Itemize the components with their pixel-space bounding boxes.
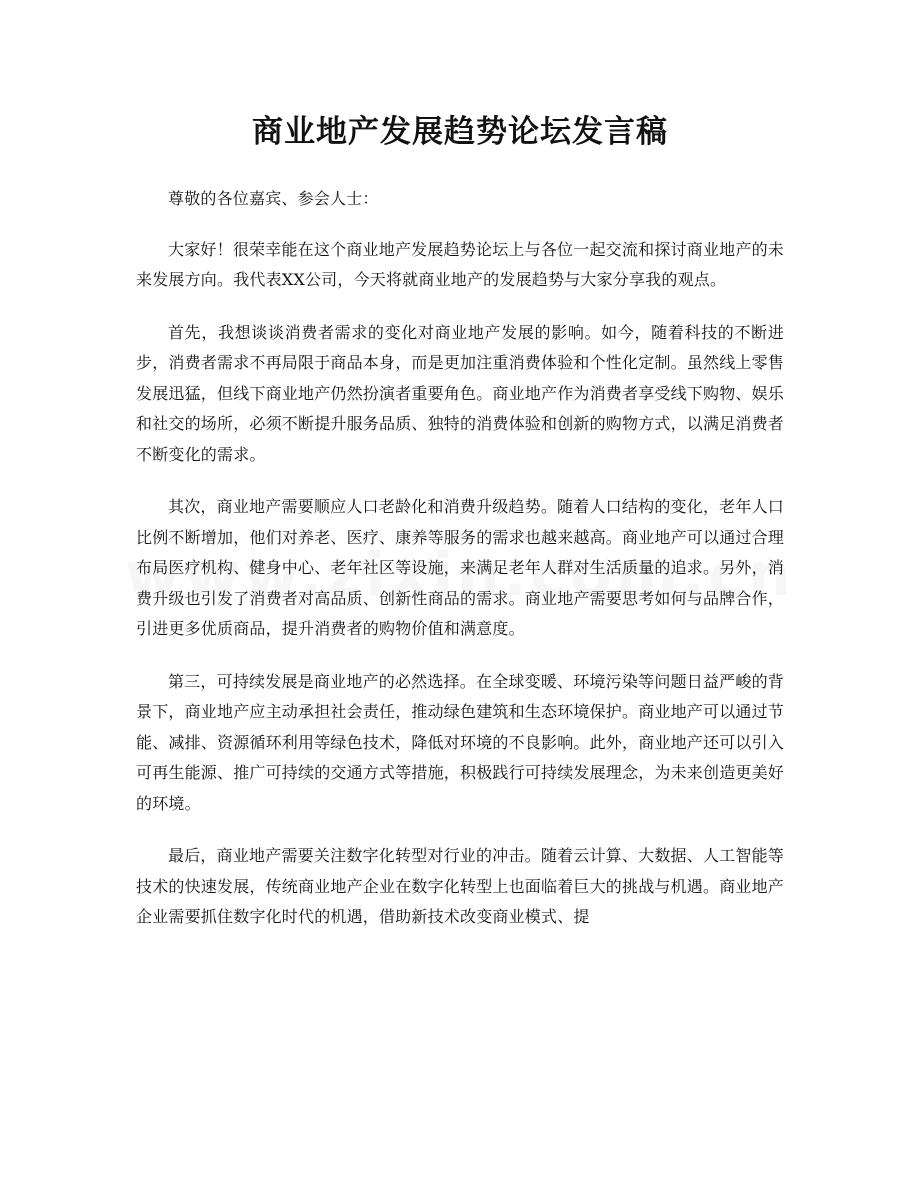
paragraph-greeting: 大家好！很荣幸能在这个商业地产发展趋势论坛上与各位一起交流和探讨商业地产的未来发展方向。我代表XX公司，今天将就商业地产的发展趋势与大家分享我的观点。 — [136, 239, 784, 289]
document-title: 商业地产发展趋势论坛发言稿 — [252, 114, 668, 150]
paragraph-aging-consumption: 其次，商业地产需要顺应人口老龄化和消费升级趋势。随着人口结构的变化，老年人口比例不断增加，他们对养老、医疗、康养等服务的需求也越来越高。商业地产可以通过合理布局医疗机构、健身中心、老年社区等设施，来满足老年人群对生活质量的追求。另外，消费升级也引发了消费者对高品质、创新性商品的需求。商业地产需要思考如何与品牌合作，引进更多优质商品，提升消费者的购物价值和满意度。 — [136, 497, 785, 638]
paragraph-consumer-demand: 首先，我想谈谈消费者需求的变化对商业地产发展的影响。如今，随着科技的不断进步，消费者需求不再局限于商品本身，而是更加注重消费体验和个性化定制。虽然线上零售发展迅猛，但线下商业地产仍然扮演者重要角色。商业地产作为消费者享受线下购物、娱乐和社交的场所，必须不断提升服务品质、独特的消费体验和创新的购物方式，以满足消费者不断变化的需求。 — [136, 322, 785, 464]
paragraph-sustainability: 第三，可持续发展是商业地产的必然选择。在全球变暖、环境污染等问题日益严峻的背景下，商业地产应主动承担社会责任，推动绿色建筑和生态环境保护。商业地产可以通过节能、减排、资源循环利用等绿色技术，降低对环境的不良影响。此外，商业地产还可以引入可再生能源、推广可持续的交通方式等措施，积极践行可持续发展理念，为未来创造更美好的环境。 — [136, 671, 785, 813]
paragraph-digital-transformation: 最后，商业地产需要关注数字化转型对行业的冲击。随着云计算、大数据、人工智能等技术的快速发展，传统商业地产企业在数字化转型上也面临着巨大的挑战与机遇。商业地产企业需要抓住数字化时代的机遇，借助新技术改变商业模式、提 — [136, 846, 785, 926]
document-body — [136, 184, 784, 955]
salutation: 尊敬的各位嘉宾、参会人士： — [168, 189, 379, 208]
